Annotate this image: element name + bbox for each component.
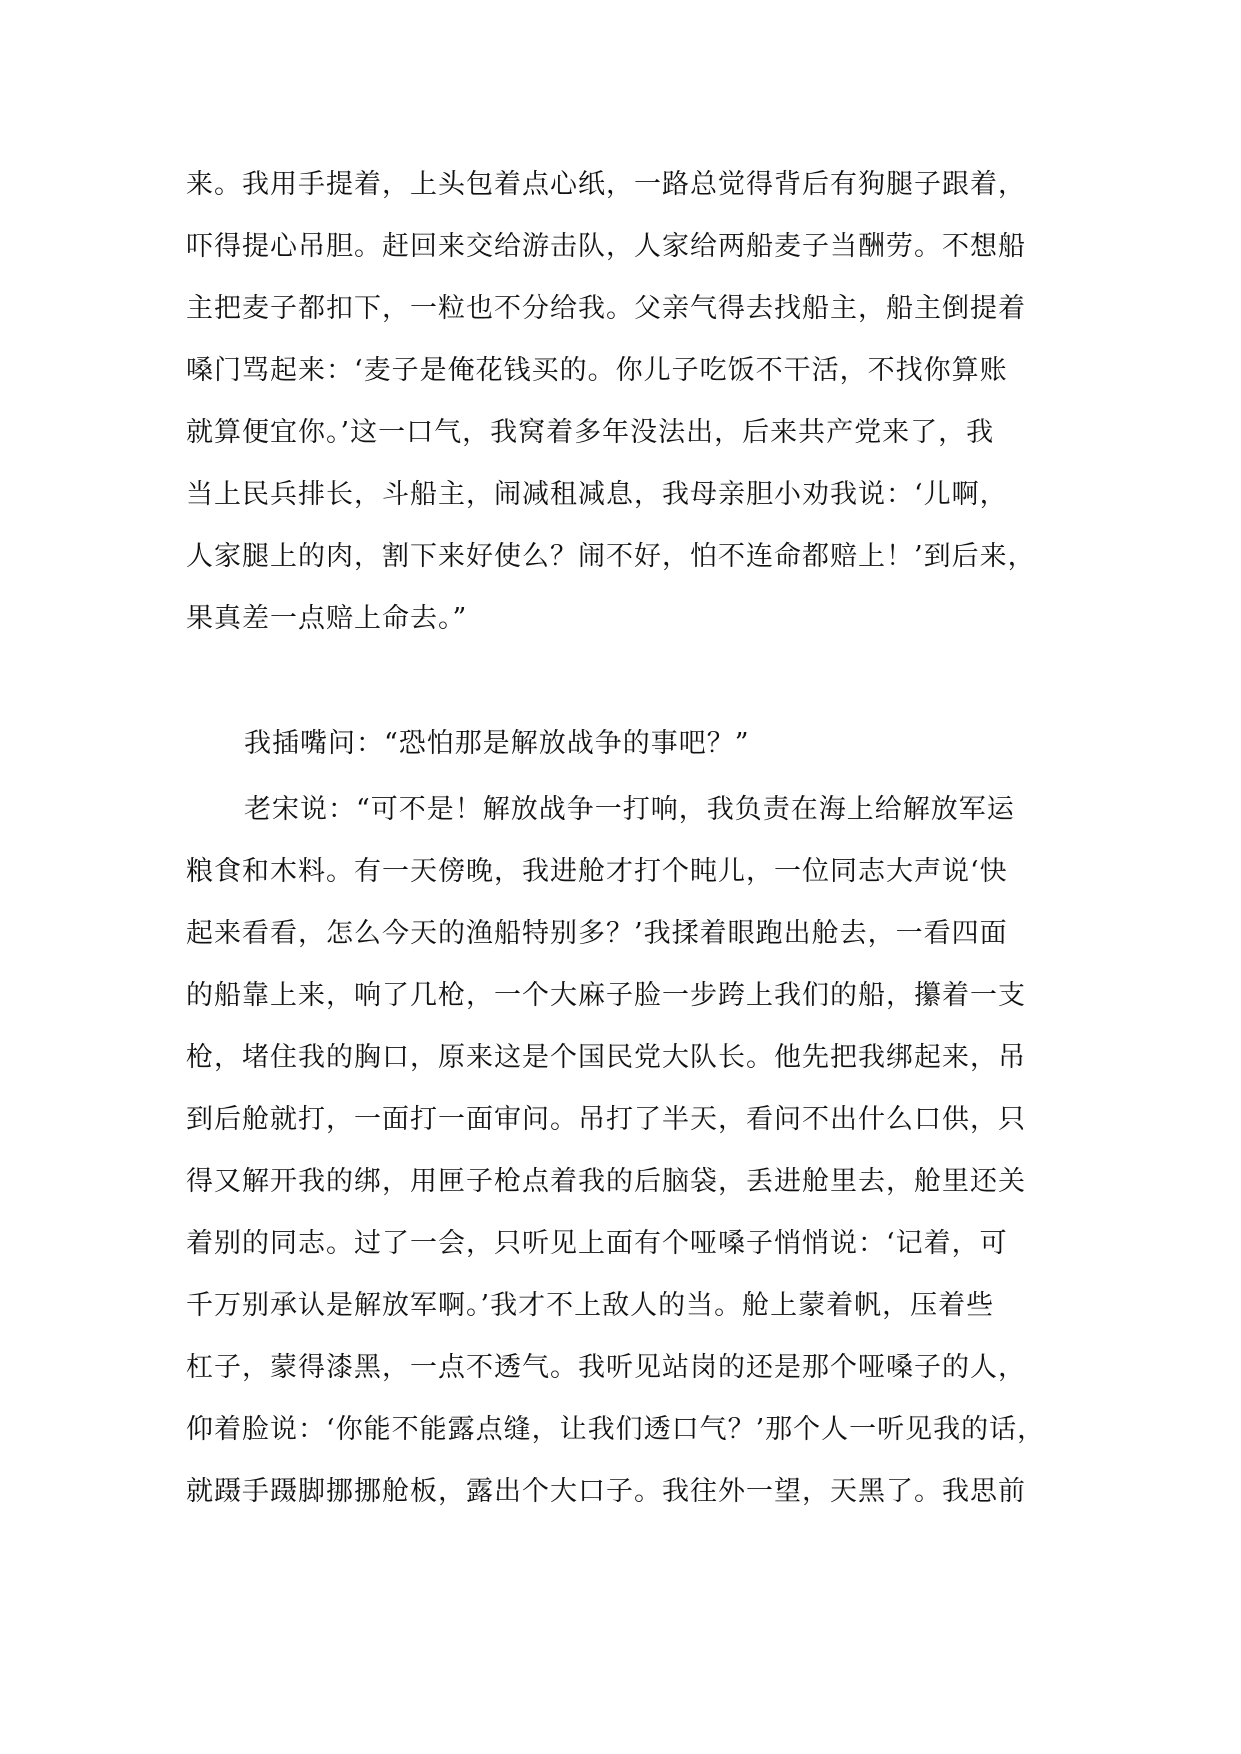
text-line: 我插嘴问：“恐怕那是解放战争的事吧？” <box>244 728 750 759</box>
text-line: 吓得提心吊胆。赶回来交给游击队，人家给两船麦子当酬劳。不想船 <box>186 231 1026 262</box>
text-line: 嗓门骂起来：‘麦子是俺花钱买的。你儿子吃饭不干活，不找你算账 <box>186 355 1008 386</box>
text-line: 到后舱就打，一面打一面审问。吊打了半天，看问不出什么口供，只 <box>186 1104 1026 1135</box>
text-line: 仰着脸说：‘你能不能露点缝，让我们透口气？’那个人一听见我的话， <box>186 1414 1046 1445</box>
text-line: 粮食和木料。有一天傍晚，我进舱才打个盹儿，一位同志大声说‘快 <box>186 856 1008 887</box>
paragraph-3 <box>186 779 1066 1523</box>
text-line: 老宋说：“可不是！解放战争一打响，我负责在海上给解放军运 <box>244 794 1015 825</box>
text-line: 当上民兵排长，斗船主，闹减租减息，我母亲胆小劝我说：‘儿啊， <box>186 479 1008 510</box>
text-line: 就算便宜你。’这一口气，我窝着多年没法出，后来共产党来了，我 <box>186 417 995 448</box>
text-line: 着别的同志。过了一会，只听见上面有个哑嗓子悄悄说：‘记着，可 <box>186 1228 1008 1259</box>
text-line: 枪，堵住我的胸口，原来这是个国民党大队长。他先把我绑起来，吊 <box>186 1042 1026 1073</box>
text-line: 果真差一点赔上命去。” <box>186 603 468 634</box>
text-line: 来。我用手提着，上头包着点心纸，一路总觉得背后有狗腿子跟着， <box>186 169 1026 200</box>
text-line: 杠子，蒙得漆黑，一点不透气。我听见站岗的还是那个哑嗓子的人， <box>186 1352 1026 1383</box>
text-line: 主把麦子都扣下，一粒也不分给我。父亲气得去找船主，船主倒提着 <box>186 293 1026 324</box>
paragraph-2 <box>186 713 1066 775</box>
text-line: 就蹑手蹑脚挪挪舱板，露出个大口子。我往外一望，天黑了。我思前 <box>186 1476 1026 1507</box>
text-line: 千万别承认是解放军啊。’我才不上敌人的当。舱上蒙着帆，压着些 <box>186 1290 995 1321</box>
paragraph-1 <box>186 154 1066 650</box>
text-line: 的船靠上来，响了几枪，一个大麻子脸一步跨上我们的船，攥着一支 <box>186 980 1026 1011</box>
text-line: 人家腿上的肉，割下来好使么？闹不好，怕不连命都赔上！’到后来， <box>186 541 1036 572</box>
text-line: 得又解开我的绑，用匣子枪点着我的后脑袋，丢进舱里去，舱里还关 <box>186 1166 1026 1197</box>
text-line: 起来看看，怎么今天的渔船特别多？’我揉着眼跑出舱去，一看四面 <box>186 918 1008 949</box>
